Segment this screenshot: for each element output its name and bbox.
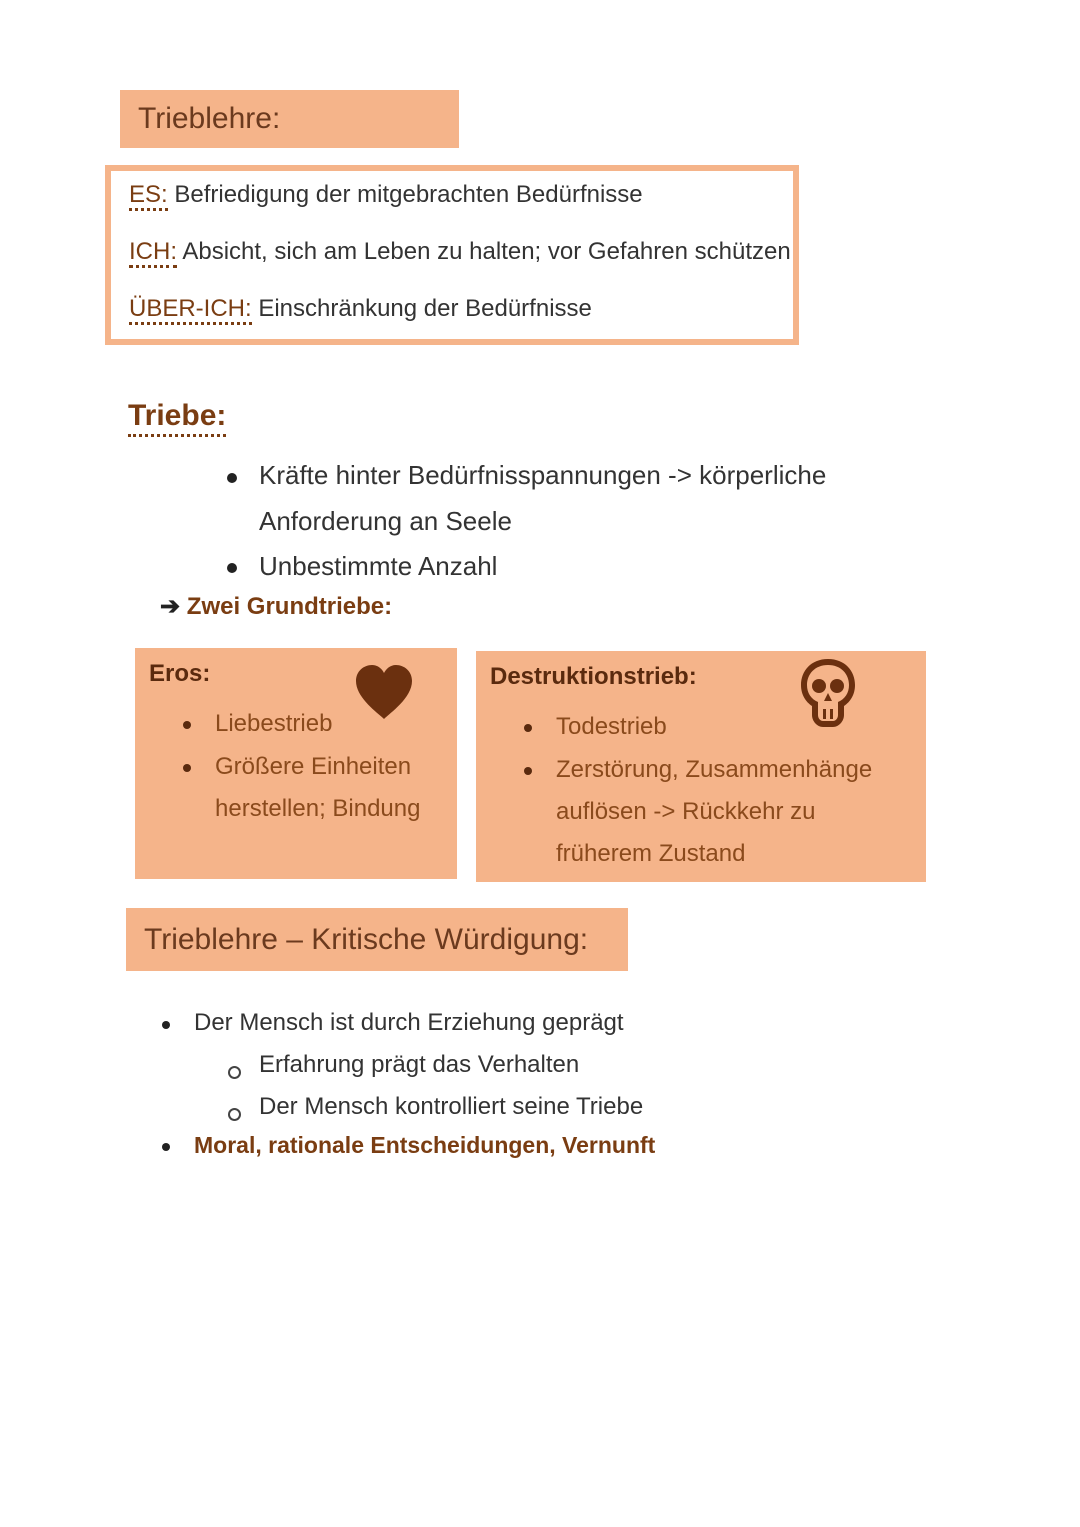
bullet-dot — [524, 767, 532, 775]
eros-heading: Eros: — [149, 660, 211, 687]
triebe-bullet-1-line-2: Anforderung an Seele — [259, 506, 512, 536]
destruktion-box — [476, 651, 926, 882]
triebe-bullet-2: Unbestimmte Anzahl — [259, 551, 498, 581]
critique-item-1: Der Mensch ist durch Erziehung geprägt — [194, 1009, 624, 1036]
definition-key: ICH: — [129, 238, 177, 268]
skull-icon — [798, 657, 858, 729]
section-title-text: Trieblehre: — [138, 102, 281, 135]
section-title-text: Trieblehre – Kritische Würdigung: — [144, 922, 589, 956]
eros-item-2-line-2: herstellen; Bindung — [215, 795, 421, 822]
definitions-box — [105, 165, 799, 345]
section-title-kritische-wuerdigung — [126, 908, 628, 971]
definition-text: Einschränkung der Bedürfnisse — [251, 295, 592, 322]
eros-item-2-line-1: Größere Einheiten — [215, 753, 412, 780]
bullet-dot — [524, 724, 532, 732]
section-title-trieblehre — [120, 90, 459, 148]
bullet-dot — [183, 764, 191, 772]
bullet-dot — [227, 563, 237, 573]
bullet-dot — [227, 473, 237, 483]
grundtriebe-line — [160, 592, 392, 621]
critique-sub-1: Erfahrung prägt das Verhalten — [259, 1051, 580, 1078]
arrow-icon: ➔ — [160, 593, 181, 620]
destruktion-item-1: Todestrieb — [556, 713, 667, 740]
bullet-dot — [162, 1021, 170, 1029]
sub-bullet-circle — [228, 1108, 241, 1121]
critique-sub-2: Der Mensch kontrolliert seine Triebe — [259, 1093, 644, 1120]
heart-icon — [354, 664, 414, 720]
definition-es — [129, 181, 643, 209]
definition-ueber-ich — [129, 295, 592, 323]
grundtriebe-text: Zwei Grundtriebe: — [186, 593, 393, 620]
definition-key: ÜBER-ICH: — [129, 295, 252, 325]
triebe-bullet-1-line-1: Kräfte hinter Bedürfnisspannungen -> körperliche — [259, 460, 827, 490]
eros-item-1: Liebestrieb — [215, 710, 333, 737]
definition-text: Befriedigung der mitgebrachten Bedürfnisse — [167, 181, 643, 208]
definition-ich — [129, 238, 791, 266]
definition-key: ES: — [129, 181, 168, 211]
bullet-dot — [183, 721, 191, 729]
definition-text: Absicht, sich am Leben zu halten; vor Gefahren schützen — [177, 238, 791, 265]
triebe-heading: Triebe: — [128, 398, 226, 437]
destruktion-item-2-line-2: auflösen -> Rückkehr zu — [556, 798, 816, 825]
destruktion-item-2-line-3: früherem Zustand — [556, 840, 746, 867]
destruktion-heading: Destruktionstrieb: — [490, 663, 697, 690]
sub-bullet-circle — [228, 1066, 241, 1079]
destruktion-item-2-line-1: Zerstörung, Zusammenhänge — [556, 756, 873, 783]
bullet-dot — [162, 1143, 170, 1151]
critique-item-2: Moral, rationale Entscheidungen, Vernunft — [194, 1132, 656, 1158]
eros-box — [135, 648, 457, 879]
